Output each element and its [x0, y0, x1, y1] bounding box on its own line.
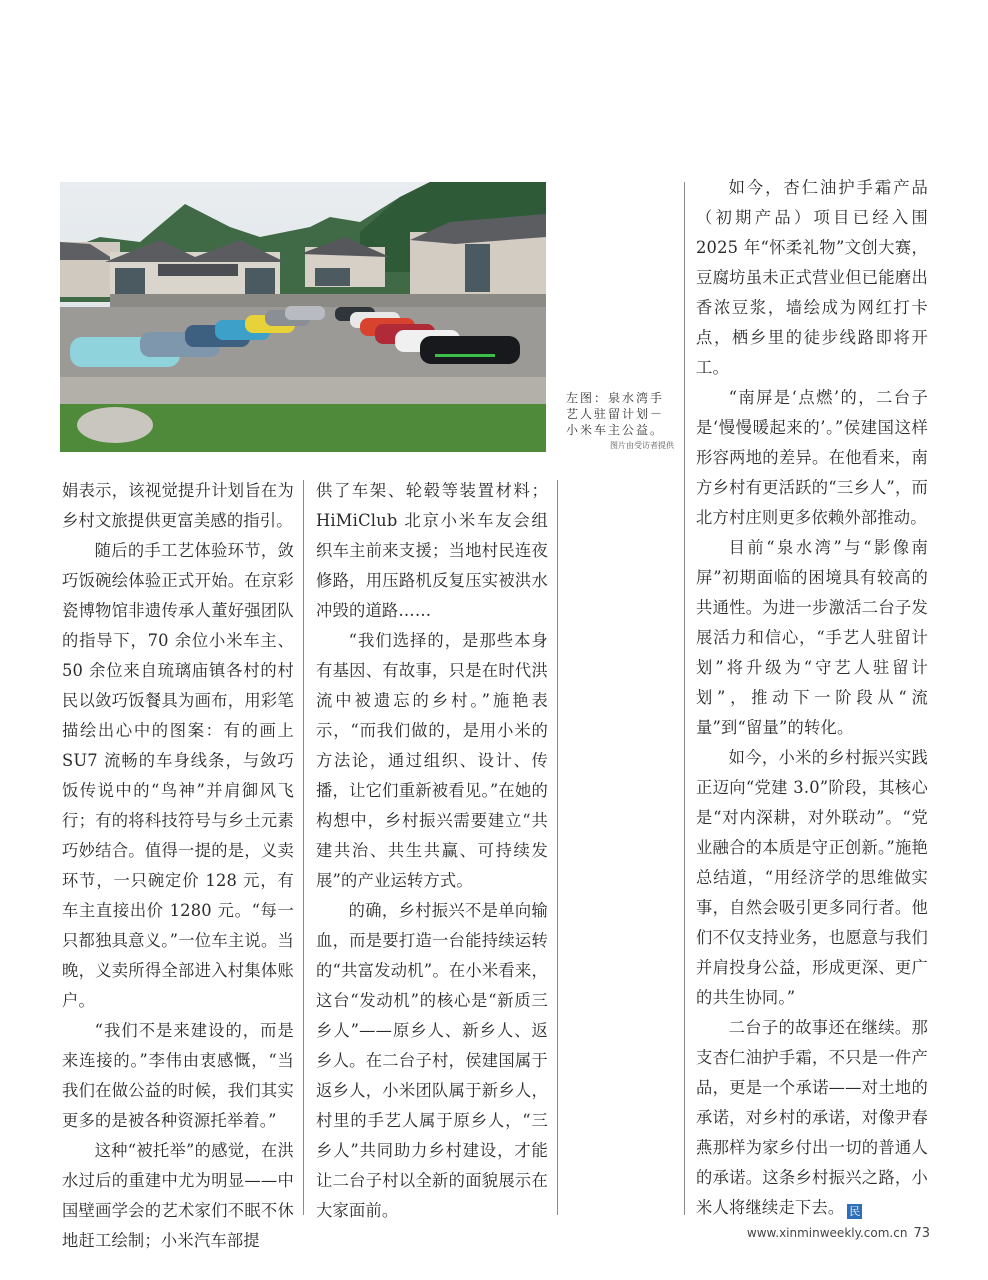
footer-url: www.xinminweekly.com.cn	[746, 1226, 908, 1240]
article-photo	[60, 182, 546, 452]
paragraph: “我们不是来建设的，而是来连接的。”李伟由衷感慨，“当我们在做公益的时候，我们其实更多的是被各种资源托举着。”	[62, 1021, 294, 1130]
article-column-2	[316, 476, 548, 1226]
paragraph: 如今，杏仁油护手霜产品（初期产品）项目已经入围 2025 年“怀柔礼物”文创大赛，豆腐坊虽未正式营业但已能磨出香浓豆浆，墙绘成为网红打卡点，栖乡里的徒步线路即将开工。	[696, 178, 928, 377]
article-column-3	[696, 173, 928, 1223]
paragraph: “南屏是‘点燃’的，二台子是‘慢慢暖起来的’。”侯建国这样形容两地的差异。在他看来，南方乡村有更活跃的“三乡人”，而北方村庄则更多依赖外部推动。	[696, 388, 928, 527]
column-divider	[303, 480, 304, 1215]
photo-cars-village-icon	[60, 182, 546, 452]
paragraph: 的确，乡村振兴不是单向输血，而是要打造一台能持续运转的“共富发动机”。在小米看来，这台“发动机”的核心是“新质三乡人”——原乡人、新乡人、返乡人。在二台子村，侯建国属于返乡人，小米团队属于新乡人，村里的手艺人属于原乡人，“三乡人”共同助力乡村建设，才能让二台子村以全新的面貌展示在大家面前。	[316, 901, 548, 1220]
paragraph-final	[696, 1013, 928, 1223]
column-divider	[684, 182, 685, 1215]
paragraph: 目前“泉水湾”与“影像南屏”初期面临的困境具有较高的共通性。为进一步激活二台子发展活力和信心，“手艺人驻留计划”将升级为“守艺人驻留计划”，推动下一阶段从“流量”到“留量”的转化。	[696, 538, 928, 737]
page-number: 73	[913, 1226, 930, 1241]
paragraph-text: 二台子的故事还在继续。那支杏仁油护手霜，不只是一件产品，更是一个承诺——对土地的承诺，对乡村的承诺，对像尹春燕那样为家乡付出一切的普通人的承诺。这条乡村振兴之路，小米人将继续走下去。	[696, 1018, 928, 1217]
article-column-1	[62, 476, 294, 1256]
paragraph: 供了车架、轮毂等装置材料；HiMiClub 北京小米车友会组织车主前来支援；当地村民连夜修路，用压路机反复压实被洪水冲毁的道路……	[316, 481, 548, 620]
paragraph: 随后的手工艺体验环节，敛巧饭碗绘体验正式开始。在京彩瓷博物馆非遗传承人董好强团队的指导下，70 余位小米车主、50 余位来自琉璃庙镇各村的村民以敛巧饭餐具为画布，用彩笔描绘出心中的图案：有的画上 SU7 流畅的车身线条，与敛巧饭传说中的“鸟神”并肩御风飞行；有的将科技符号与乡土元素巧妙结合。值得一提的是，义卖环节，一只碗定价 128 元，有车主直接出价 1280 元。“每一只都独具意义。”一位车主说。当晚，义卖所得全部进入村集体账户。	[62, 541, 294, 1010]
paragraph: 娟表示，该视觉提升计划旨在为乡村文旅提供更富美感的指引。	[62, 481, 294, 530]
photo-credit: 图片由受访者提供	[610, 441, 674, 450]
paragraph: 如今，小米的乡村振兴实践正迈向“党建 3.0”阶段，其核心是“对内深耕，对外联动”。“党业融合的本质是守正创新。”施艳总结道，“用经济学的思维做实事，自然会吸引更多同行者。他们不仅支持业务，也愿意与我们并肩投身公益，形成更深、更广的共生协同。”	[696, 748, 928, 1007]
end-mark-icon: 民	[849, 1205, 861, 1218]
paragraph: “我们选择的，是那些本身有基因、有故事，只是在时代洪流中被遗忘的乡村。”施艳表示，“而我们做的，是用小米的方法论，通过组织、设计、传播，让它们重新被看见。”在她的构想中，乡村振兴需要建立“共建共治、共生共赢、可持续发展”的产业运转方式。	[316, 631, 548, 890]
photo-caption: 左图：泉水湾手艺人驻留计划－小米车主公益。	[566, 391, 665, 437]
paragraph: 这种“被托举”的感觉，在洪水过后的重建中尤为明显——中国壁画学会的艺术家们不眠不休地赶工绘制；小米汽车部提	[62, 1141, 294, 1250]
page-footer	[720, 1226, 930, 1241]
column-divider	[557, 480, 558, 1215]
